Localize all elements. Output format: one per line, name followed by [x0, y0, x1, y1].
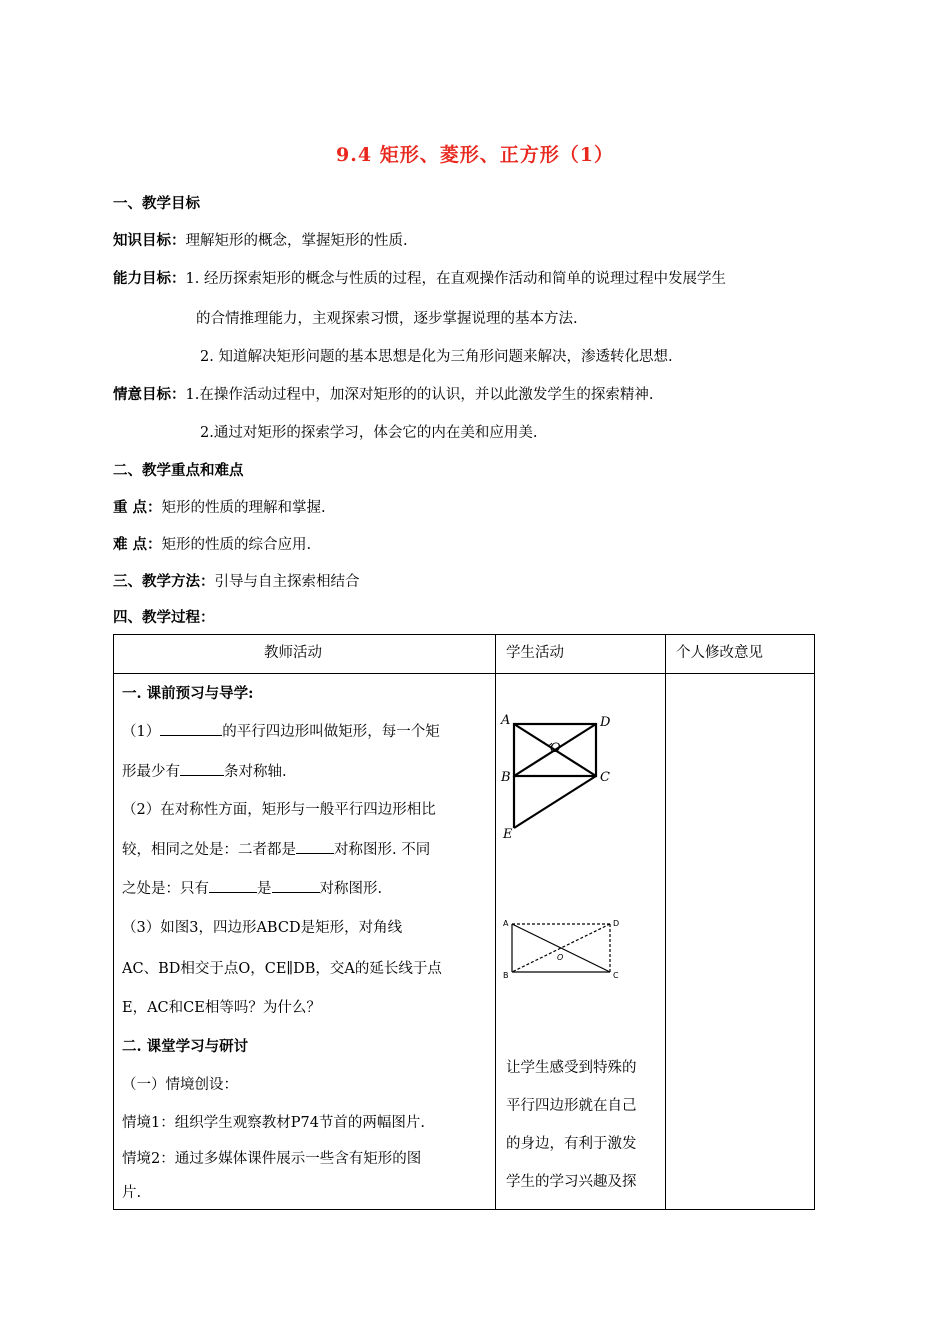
revision-notes-cell [666, 674, 815, 1210]
point-o-label: O [550, 741, 561, 756]
scenario-subheading: （一）情境创设： [122, 1077, 238, 1093]
point-c-label: C [600, 770, 610, 785]
point-b-label: B [503, 971, 509, 980]
table-header-row [114, 635, 815, 674]
ability-goal-1a: 1. 经历探索矩形的概念与性质的过程，在直观操作活动和简单的说理过程中发展学生 [185, 271, 726, 287]
question-1a: （1） 的平行四边形叫做矩形，每一个矩 [122, 724, 440, 740]
emotion-goal-1: 1.在操作活动过程中，加深对矩形的的认识，并以此激发学生的探索精神. [185, 387, 654, 403]
classroom-heading: 二. 课堂学习与研讨 [122, 1038, 249, 1055]
teaching-method [113, 570, 360, 591]
header-revision-notes: 个人修改意见 [666, 635, 815, 674]
emotion-goal-2: 2.通过对矩形的探索学习，体会它的内在美和应用美. [200, 425, 538, 441]
rectangle-figure-1 [500, 710, 620, 842]
student-note-line-3: 的身边，有利于激发 [506, 1136, 637, 1152]
scenario-2a: 情境2：通过多媒体课件展示一些含有矩形的图 [122, 1151, 422, 1167]
point-d-label: D [613, 919, 620, 928]
rectangle-figure-2 [502, 914, 632, 980]
section-process-heading: 四、教学过程： [113, 609, 215, 626]
teaching-method-text: 引导与自主探索相结合 [214, 574, 360, 590]
knowledge-goal [113, 229, 408, 250]
teacher-activity-cell [114, 674, 496, 1210]
line-ce [514, 776, 596, 828]
blank-line [272, 880, 320, 893]
point-e-label: E [503, 827, 513, 842]
point-d-label: D [600, 715, 611, 730]
question-2c: 之处是：只有 是 对称图形. [122, 881, 383, 897]
key-point-label: 重 点： [113, 499, 162, 516]
question-2a: （2）在对称性方面，矩形与一般平行四边形相比 [122, 802, 436, 818]
emotion-goal-label: 情意目标： [113, 386, 186, 403]
scenario-2b: 片. [122, 1185, 142, 1201]
ability-goal-2: 2. 知道解决矩形问题的基本思想是化为三角形问题来解决，渗透转化思想. [200, 349, 673, 365]
blank-line [180, 763, 224, 776]
page-title: 9.4 矩形、菱形、正方形（1） [336, 144, 614, 166]
blank-line [296, 841, 334, 854]
point-a-label: A [501, 713, 511, 728]
difficult-point-text: 矩形的性质的综合应用. [161, 537, 312, 553]
header-student-activity: 学生活动 [496, 635, 666, 674]
student-note-line-2: 平行四边形就在自己 [506, 1098, 637, 1114]
blank-line [160, 723, 222, 736]
difficult-point-label: 难 点： [113, 536, 162, 553]
key-point-text: 矩形的性质的理解和掌握. [161, 500, 326, 516]
ability-goal-1b: 的合情推理能力，主观探索习惯，逐步掌握说理的基本方法. [196, 311, 578, 327]
question-3a: （3）如图3，四边形ABCD是矩形，对角线 [122, 920, 403, 936]
question-3c: E，AC和CE相等吗？为什么？ [122, 1000, 321, 1016]
knowledge-goal-text: 理解矩形的概念，掌握矩形的性质. [185, 233, 408, 249]
point-c-label: C [613, 971, 619, 980]
preview-heading: 一. 课前预习与导学: [122, 685, 254, 702]
scenario-1: 情境1：组织学生观察教材P74节首的两幅图片. [122, 1115, 426, 1131]
question-1b: 形最少有 条对称轴. [122, 764, 287, 780]
key-point [113, 496, 326, 517]
point-a-label: A [503, 919, 509, 928]
emotion-goal [113, 383, 653, 404]
student-activity-cell [496, 674, 666, 1210]
difficult-point [113, 533, 311, 554]
section-objectives-heading: 一、教学目标 [113, 195, 200, 212]
header-teacher-activity: 教师活动 [114, 635, 496, 674]
blank-line [209, 880, 257, 893]
table-row [114, 674, 815, 1210]
question-3b: AC、BD相交于点O，CE∥DB，交A的延长线于点 [122, 961, 442, 977]
knowledge-goal-label: 知识目标： [113, 232, 186, 249]
point-o-label: O [557, 953, 564, 962]
teaching-method-label: 三、教学方法： [113, 573, 215, 590]
student-note-line-4: 学生的学习兴趣及探 [506, 1174, 637, 1190]
section-keypoints-heading: 二、教学重点和难点 [113, 462, 244, 479]
student-note-line-1: 让学生感受到特殊的 [506, 1060, 637, 1076]
question-2b: 较，相同之处是：二者都是 对称图形. 不同 [122, 842, 431, 858]
teaching-process-table [113, 634, 815, 1210]
ability-goal-label: 能力目标： [113, 270, 186, 287]
point-b-label: B [501, 770, 511, 785]
ability-goal [113, 267, 726, 288]
